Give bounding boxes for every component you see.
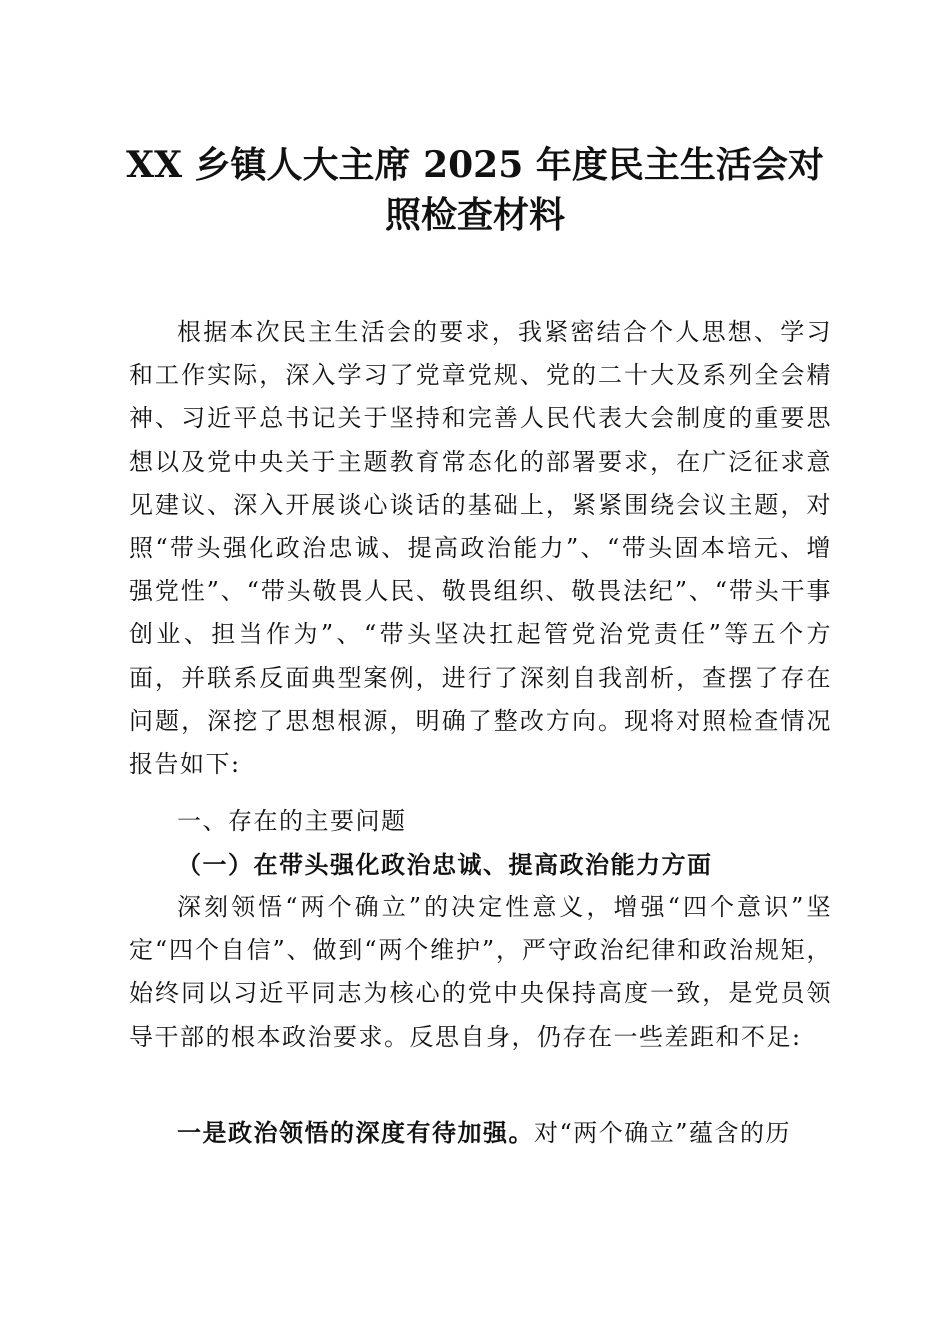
section-heading: 一、存在的主要问题: [177, 807, 407, 835]
point-one-paragraph: [129, 1111, 832, 1155]
subsection-paragraph: 深刻领悟“两个确立”的决定性意义，增强“四个意识”坚定“四个自信”、做到“两个维护”，严守政治纪律和政治规矩，始终同以习近平同志为核心的党中央保持高度一致，是党员领导干部的根本政治要求。反思自身，仍存在一些差距和不足:: [129, 893, 832, 1051]
subsection-heading: （一）在带头强化政治忠诚、提高政治能力方面: [177, 850, 713, 879]
point-one-lead: 一是政治领悟的深度有待加强。: [177, 1118, 534, 1147]
point-one-text: 对“两个确立”蕴含的历: [534, 1119, 792, 1147]
intro-paragraph: 根据本次民主生活会的要求，我紧密结合个人思想、学习和工作实际，深入学习了党章党规、党的二十大及系列全会精神、习近平总书记关于坚持和完善人民代表大会制度的重要思想以及党中央关于主题教育常态化的部署要求，在广泛征求意见建议、深入开展谈心谈话的基础上，紧紧围绕会议主题，对照“带头强化政治忠诚、提高政治能力”、“带头固本培元、增强党性”、“带头敬畏人民、敬畏组织、敬畏法纪”、“带头干事创业、担当作为”、“带头坚决扛起管党治党责任”等五个方面，并联系反面典型案例，进行了深刻自我剖析，查摆了存在问题，深挖了思想根源，明确了整改方向。现将对照检查情况报告如下:: [129, 318, 832, 779]
document-title: XX 乡镇人大主席 2025 年度民主生活会对照检查材料: [126, 144, 824, 236]
